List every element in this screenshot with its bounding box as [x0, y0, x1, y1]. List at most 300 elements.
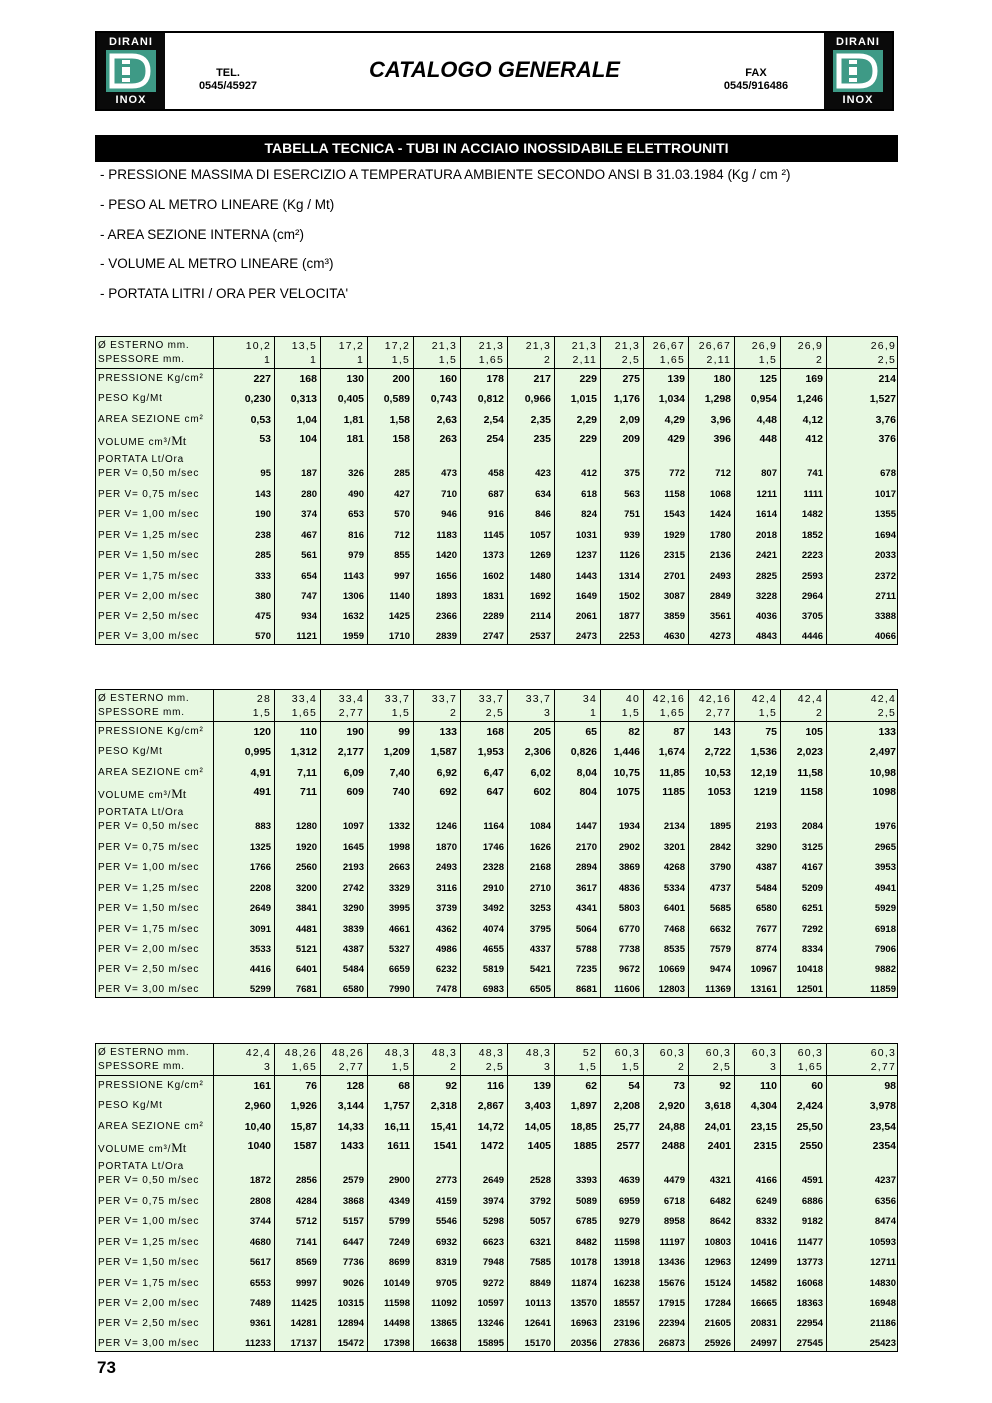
portata-row-cell: 741 — [807, 468, 823, 479]
portata-row-label: PER V= 2,50 m/sec — [98, 611, 200, 622]
volume-row-cell: 104 — [299, 433, 317, 445]
tube-spec-table-3 — [95, 1043, 898, 1352]
volume-row-cell: 2550 — [799, 1140, 823, 1152]
esterno-row-cell: 60,3 — [614, 1047, 640, 1059]
portata-row-cell: 855 — [394, 550, 410, 561]
area-row-cell: 6,02 — [530, 767, 551, 779]
portata-row-cell: 22394 — [658, 1318, 685, 1329]
portata-row-label: PER V= 1,00 m/sec — [98, 509, 200, 520]
spec-line: - PORTATA LITRI / ORA PER VELOCITA' — [100, 286, 349, 301]
esterno-row-cell: 28 — [256, 693, 271, 705]
pressione-row-cell: 205 — [533, 726, 551, 738]
portata-row-cell: 1017 — [874, 489, 896, 500]
peso-row-cell: 1,015 — [570, 393, 597, 405]
volume-row-cell: 209 — [622, 433, 640, 445]
volume-row-cell: 1433 — [340, 1140, 364, 1152]
portata-row-cell: 25926 — [704, 1338, 731, 1349]
portata-row-cell: 14830 — [869, 1278, 896, 1289]
volume-unit-label: Mt — [171, 1140, 187, 1155]
portata-row-cell: 5484 — [755, 883, 777, 894]
portata-row-cell: 7906 — [874, 944, 896, 955]
portata-row-cell: 473 — [441, 468, 457, 479]
portata-row-cell: 190 — [255, 509, 271, 520]
area-row-cell: 2,54 — [483, 414, 504, 426]
portata-row-cell: 9672 — [618, 964, 640, 975]
peso-row-cell: 1,897 — [570, 1100, 597, 1112]
portata-row-cell: 11477 — [797, 1237, 823, 1248]
peso-row-cell: 2,318 — [430, 1100, 457, 1112]
peso-row-cell: 0,995 — [244, 746, 271, 758]
portata-row-cell: 4284 — [295, 1196, 317, 1207]
esterno-row-cell: 40 — [625, 693, 640, 705]
portata-row-cell: 4273 — [709, 631, 731, 642]
portata-row-cell: 4661 — [388, 924, 410, 935]
portata-row-cell: 11425 — [291, 1298, 317, 1309]
peso-row-cell: 1,176 — [613, 393, 640, 405]
portata-row-cell: 374 — [301, 509, 317, 520]
esterno-row-cell: 17,2 — [384, 340, 410, 352]
portata-row-cell: 1766 — [249, 862, 271, 873]
portata-row-cell: 6321 — [529, 1237, 551, 1248]
portata-row-cell: 4481 — [295, 924, 317, 935]
esterno-row-cell: 42,16 — [652, 693, 685, 705]
portata-row-cell: 2711 — [875, 591, 896, 602]
portata-row-cell: 6232 — [435, 964, 457, 975]
portata-row-cell: 634 — [535, 489, 551, 500]
pressione-row-cell: 92 — [719, 1080, 731, 1092]
portata-row-cell: 6482 — [709, 1196, 731, 1207]
portata-row-cell: 6932 — [435, 1237, 457, 1248]
label-column-divider — [213, 1044, 214, 1351]
portata-row-cell: 5929 — [874, 903, 896, 914]
pressione-row-cell: 116 — [487, 1080, 504, 1092]
spessore-row-cell: 1,65 — [659, 354, 685, 366]
tube-spec-table-1 — [95, 336, 898, 645]
portata-row-cell: 13246 — [477, 1318, 504, 1329]
spessore-row-cell: 1,65 — [659, 707, 685, 719]
pressione-row-cell: 160 — [439, 373, 457, 385]
pressione-row-cell: 130 — [346, 373, 364, 385]
portata-row-cell: 6505 — [529, 984, 551, 995]
portata-row-cell: 2473 — [575, 631, 597, 642]
portata-row-cell: 1269 — [529, 550, 551, 561]
portata-row-cell: 1140 — [389, 591, 410, 602]
volume-row-cell: 740 — [392, 786, 410, 798]
fax-number: 0545/916486 — [723, 80, 789, 92]
area-row-cell: 14,05 — [524, 1121, 551, 1133]
peso-row-cell: 1,034 — [658, 393, 685, 405]
volume-row-cell: 1587 — [293, 1140, 317, 1152]
spessore-row-cell: 2,5 — [877, 707, 896, 719]
spessore-row-cell: 3 — [263, 1061, 271, 1073]
label-column-divider — [213, 690, 214, 997]
portata-row-cell: 11606 — [614, 984, 640, 995]
peso-row-cell: 0,826 — [570, 746, 597, 758]
volume-row-cell: 1185 — [662, 786, 685, 798]
portata-row-cell: 1325 — [249, 842, 271, 853]
portata-row-cell: 1893 — [435, 591, 457, 602]
portata-row-cell: 95 — [260, 468, 271, 479]
pipe-emblem-icon — [833, 50, 883, 92]
portata-row-cell: 2965 — [874, 842, 896, 853]
portata-row-cell: 1424 — [709, 509, 731, 520]
portata-row-cell: 12501 — [796, 984, 823, 995]
esterno-row-cell: 60,3 — [797, 1047, 823, 1059]
portata-row-cell: 2894 — [575, 862, 597, 873]
portata-row-cell: 6770 — [618, 924, 640, 935]
portata-row-cell: 2114 — [530, 611, 551, 622]
portata-row-cell: 3329 — [388, 883, 410, 894]
portata-row-cell: 6580 — [342, 984, 364, 995]
portata-row-label: PER V= 1,50 m/sec — [98, 903, 200, 914]
portata-row-label: PER V= 1,75 m/sec — [98, 924, 200, 935]
portata-row-cell: 16068 — [796, 1278, 823, 1289]
pressione-row-cell: 73 — [673, 1080, 685, 1092]
portata-row-cell: 561 — [301, 550, 317, 561]
portata-row-cell: 11859 — [870, 984, 896, 995]
portata-row-cell: 3561 — [709, 611, 731, 622]
area-row-cell: 4,91 — [250, 767, 271, 779]
portata-row-cell: 3617 — [575, 883, 597, 894]
peso-row-label: PESO Kg/Mt — [98, 1100, 163, 1111]
peso-row-label: PESO Kg/Mt — [98, 393, 163, 404]
peso-row-cell: 1,246 — [796, 393, 823, 405]
logo-top-text: DIRANI — [109, 36, 153, 48]
catalog-header — [95, 31, 894, 111]
portata-row-cell: 6918 — [874, 924, 896, 935]
pressione-row-cell: 54 — [628, 1080, 640, 1092]
portata-row-cell: 3868 — [342, 1196, 364, 1207]
portata-row-cell: 13918 — [613, 1257, 640, 1268]
volume-row-cell: 1405 — [527, 1140, 551, 1152]
portata-row-cell: 11197 — [659, 1237, 685, 1248]
peso-row-cell: 0,313 — [290, 393, 317, 405]
volume-row-cell: 429 — [667, 433, 685, 445]
portata-row-cell: 6718 — [663, 1196, 685, 1207]
portata-row-cell: 13773 — [796, 1257, 823, 1268]
peso-row-cell: 1,527 — [869, 393, 896, 405]
portata-row-cell: 143 — [255, 489, 271, 500]
portata-row-cell: 3739 — [435, 903, 457, 914]
pressione-row-cell: 143 — [713, 726, 731, 738]
area-row-cell: 24,88 — [658, 1121, 685, 1133]
pressione-row-cell: 139 — [533, 1080, 551, 1092]
portata-row-label: PER V= 3,00 m/sec — [98, 1338, 200, 1349]
peso-row-cell: 1,674 — [658, 746, 685, 758]
peso-row-cell: 0,589 — [383, 393, 410, 405]
spessore-row-cell: 2,11 — [572, 354, 597, 366]
portata-row-cell: 15472 — [337, 1338, 364, 1349]
area-row-label: AREA SEZIONE cm² — [98, 414, 204, 425]
volume-row-cell: 1885 — [573, 1140, 597, 1152]
esterno-row-cell: 48,26 — [284, 1047, 317, 1059]
portata-row-cell: 11369 — [705, 984, 731, 995]
portata-row-cell: 6251 — [801, 903, 823, 914]
esterno-row-cell: 26,9 — [870, 340, 896, 352]
area-row-cell: 11,85 — [659, 767, 685, 779]
portata-row-cell: 939 — [624, 530, 640, 541]
esterno-row-cell: 60,3 — [659, 1047, 685, 1059]
portata-row-cell: 285 — [394, 468, 410, 479]
esterno-row-cell: 33,7 — [431, 693, 457, 705]
portata-row-cell: 15676 — [658, 1278, 685, 1289]
area-row-cell: 7,40 — [389, 767, 410, 779]
esterno-row-cell: 48,3 — [478, 1047, 504, 1059]
portata-row-cell: 14281 — [290, 1318, 317, 1329]
portata-row-cell: 5546 — [435, 1216, 457, 1227]
volume-unit-label: Mt — [171, 433, 187, 448]
portata-row-cell: 1872 — [249, 1175, 271, 1186]
portata-row-cell: 1420 — [435, 550, 457, 561]
portata-row-cell: 1920 — [295, 842, 317, 853]
portata-row-cell: 2168 — [529, 862, 551, 873]
area-row-cell: 0,53 — [250, 414, 271, 426]
portata-row-cell: 2061 — [575, 611, 597, 622]
portata-row-cell: 3116 — [436, 883, 457, 894]
peso-row-cell: 0,954 — [750, 393, 777, 405]
portata-row-cell: 7681 — [295, 984, 317, 995]
portata-row-cell: 5799 — [388, 1216, 410, 1227]
portata-row-cell: 7677 — [755, 924, 777, 935]
area-row-cell: 23,15 — [750, 1121, 777, 1133]
area-row-cell: 4,29 — [664, 414, 685, 426]
portata-row-cell: 1632 — [342, 611, 364, 622]
portata-row-cell: 678 — [880, 468, 896, 479]
portata-row-cell: 15124 — [704, 1278, 731, 1289]
portata-row-cell: 5803 — [618, 903, 640, 914]
peso-row-cell: 2,960 — [244, 1100, 271, 1112]
portata-row-cell: 4387 — [755, 862, 777, 873]
portata-row-cell: 12499 — [750, 1257, 777, 1268]
portata-row-cell: 10593 — [869, 1237, 896, 1248]
label-column-divider — [213, 337, 214, 644]
portata-row-cell: 20356 — [570, 1338, 597, 1349]
portata-row-cell: 2208 — [249, 883, 271, 894]
pressione-row-cell: 139 — [667, 373, 685, 385]
area-row-label: AREA SEZIONE cm² — [98, 1121, 204, 1132]
esterno-row-label: Ø ESTERNO mm. — [98, 693, 190, 704]
esterno-row-cell: 21,3 — [478, 340, 504, 352]
portata-row-cell: 8569 — [295, 1257, 317, 1268]
portata-row-cell: 18363 — [796, 1298, 823, 1309]
portata-row-cell: 7468 — [663, 924, 685, 935]
portata-row-label: PER V= 1,50 m/sec — [98, 550, 200, 561]
spessore-row-cell: 1,5 — [252, 707, 271, 719]
esterno-row-cell: 42,4 — [245, 1047, 271, 1059]
portata-row-cell: 1694 — [874, 530, 896, 541]
volume-row-cell: 647 — [486, 786, 504, 798]
portata-row-cell: 2493 — [709, 571, 731, 582]
portata-row-cell: 7738 — [618, 944, 640, 955]
portata-row-cell: 10149 — [383, 1278, 410, 1289]
portata-row-cell: 1447 — [575, 821, 597, 832]
portata-row-cell: 712 — [715, 468, 731, 479]
portata-row-cell: 17398 — [383, 1338, 410, 1349]
peso-row-cell: 2,306 — [524, 746, 551, 758]
portata-row-cell: 3290 — [342, 903, 364, 914]
portata-row-cell: 4655 — [482, 944, 504, 955]
volume-row-cell: 2577 — [616, 1140, 640, 1152]
portata-row-cell: 9279 — [618, 1216, 640, 1227]
portata-row-cell: 285 — [255, 550, 271, 561]
portata-row-cell: 4843 — [755, 631, 777, 642]
portata-row-cell: 2593 — [801, 571, 823, 582]
portata-row-cell: 11092 — [431, 1298, 457, 1309]
portata-row-cell: 883 — [255, 821, 271, 832]
area-row-cell: 1,58 — [389, 414, 410, 426]
portata-row-cell: 712 — [394, 530, 410, 541]
portata-row-cell: 11874 — [571, 1278, 597, 1289]
portata-row-cell: 2193 — [755, 821, 777, 832]
portata-row-cell: 1246 — [435, 821, 457, 832]
portata-row-cell: 4737 — [709, 883, 731, 894]
portata-row-label: PER V= 1,25 m/sec — [98, 530, 200, 541]
spessore-row-cell: 2 — [815, 354, 823, 366]
esterno-row-label: Ø ESTERNO mm. — [98, 1047, 190, 1058]
portata-row-cell: 3869 — [618, 862, 640, 873]
portata-row-cell: 4237 — [874, 1175, 896, 1186]
portata-row-cell: 8681 — [575, 984, 597, 995]
portata-row-cell: 4986 — [435, 944, 457, 955]
spessore-row-cell: 2 — [543, 354, 551, 366]
peso-row-cell: 2,023 — [796, 746, 823, 758]
portata-row-cell: 6401 — [295, 964, 317, 975]
portata-row-cell: 4349 — [388, 1196, 410, 1207]
portata-row-cell: 4066 — [874, 631, 896, 642]
portata-row-cell: 1237 — [575, 550, 597, 561]
portata-row-cell: 423 — [535, 468, 551, 479]
portata-row-cell: 5157 — [342, 1216, 364, 1227]
esterno-row-cell: 21,3 — [571, 340, 597, 352]
tel-label: TEL. — [216, 67, 240, 79]
pressione-row-cell: 229 — [579, 373, 597, 385]
area-row-cell: 1,81 — [343, 414, 364, 426]
portata-row-cell: 2902 — [618, 842, 640, 853]
esterno-row-cell: 60,3 — [705, 1047, 731, 1059]
pressione-row-cell: 133 — [878, 726, 896, 738]
portata-row-cell: 2560 — [295, 862, 317, 873]
volume-row-cell: 2354 — [872, 1140, 896, 1152]
spessore-row-cell: 2,5 — [621, 354, 640, 366]
portata-row-cell: 1355 — [874, 509, 896, 520]
volume-row-cell: 158 — [392, 433, 410, 445]
pressione-row-cell: 98 — [884, 1080, 896, 1092]
portata-row-cell: 570 — [394, 509, 410, 520]
volume-row-cell: 609 — [346, 786, 364, 798]
portata-row-cell: 10597 — [477, 1298, 504, 1309]
pressione-row-cell: 200 — [392, 373, 410, 385]
portata-row-cell: 238 — [255, 530, 271, 541]
portata-row-cell: 1425 — [388, 611, 410, 622]
portata-row-cell: 9882 — [874, 964, 896, 975]
portata-row-cell: 2134 — [663, 821, 685, 832]
portata-row-cell: 934 — [301, 611, 317, 622]
portata-row-cell: 1780 — [709, 530, 731, 541]
portata-row-cell: 12894 — [337, 1318, 364, 1329]
portata-row-cell: 27836 — [613, 1338, 640, 1349]
portata-row-cell: 2825 — [755, 571, 777, 582]
spessore-row-cell: 1,5 — [391, 1061, 410, 1073]
esterno-row-cell: 33,4 — [291, 693, 317, 705]
pressione-row-cell: 110 — [760, 1080, 777, 1092]
spessore-row-cell: 2 — [677, 1061, 685, 1073]
pressione-row-cell: 62 — [585, 1080, 597, 1092]
area-row-cell: 15,41 — [430, 1121, 457, 1133]
portata-row-cell: 1111 — [803, 489, 823, 500]
portata-row-cell: 6401 — [663, 903, 685, 914]
portata-row-cell: 7579 — [709, 944, 731, 955]
spessore-row-cell: 2,5 — [712, 1061, 731, 1073]
portata-row-cell: 4591 — [801, 1175, 823, 1186]
portata-row-cell: 7948 — [482, 1257, 504, 1268]
area-row-cell: 8,04 — [576, 767, 597, 779]
portata-row-cell: 6580 — [755, 903, 777, 914]
area-row-cell: 2,63 — [436, 414, 457, 426]
portata-row-cell: 2528 — [529, 1175, 551, 1186]
pressione-row-cell: 169 — [805, 373, 823, 385]
portata-row-cell: 475 — [255, 611, 271, 622]
portata-row-cell: 8774 — [755, 944, 777, 955]
portata-row-cell: 5819 — [482, 964, 504, 975]
portata-row-cell: 2372 — [874, 571, 896, 582]
area-row-cell: 6,09 — [343, 767, 364, 779]
portata-row-cell: 21186 — [870, 1318, 896, 1329]
portata-row-cell: 2649 — [249, 903, 271, 914]
spessore-row-label: SPESSORE mm. — [98, 707, 185, 718]
portata-row-cell: 3790 — [709, 862, 731, 873]
spessore-row-cell: 2,5 — [877, 354, 896, 366]
portata-row-cell: 1057 — [529, 530, 551, 541]
volume-row-cell: 1472 — [480, 1140, 504, 1152]
area-row-cell: 10,53 — [704, 767, 731, 779]
portata-row-cell: 1929 — [663, 530, 685, 541]
esterno-row-cell: 17,2 — [338, 340, 364, 352]
portata-row-cell: 9182 — [801, 1216, 823, 1227]
portata-row-cell: 26873 — [658, 1338, 685, 1349]
esterno-row-cell: 42,4 — [751, 693, 777, 705]
portata-row-cell: 326 — [348, 468, 364, 479]
volume-row-cell: 412 — [805, 433, 823, 445]
esterno-row-cell: 48,3 — [431, 1047, 457, 1059]
portata-row-cell: 4416 — [249, 964, 271, 975]
spessore-row-cell: 1,5 — [391, 354, 410, 366]
portata-row-cell: 10178 — [570, 1257, 597, 1268]
spec-line: - PESO AL METRO LINEARE (Kg / Mt) — [100, 197, 335, 212]
portata-row-cell: 2747 — [482, 631, 504, 642]
portata-row-cell: 467 — [301, 530, 317, 541]
portata-row-cell: 1614 — [755, 509, 777, 520]
area-row-cell: 23,54 — [869, 1121, 896, 1133]
portata-row-cell: 1121 — [296, 631, 317, 642]
portata-row-cell: 3388 — [874, 611, 896, 622]
portata-row-label: PER V= 1,00 m/sec — [98, 1216, 200, 1227]
peso-row-cell: 2,424 — [796, 1100, 823, 1112]
portata-row-cell: 2900 — [388, 1175, 410, 1186]
area-row-cell: 3,76 — [875, 414, 896, 426]
volume-row-cell: 1611 — [387, 1140, 410, 1152]
portata-row-cell: 3290 — [755, 842, 777, 853]
portata-row-cell: 3201 — [663, 842, 685, 853]
volume-row-cell: 692 — [439, 786, 457, 798]
portata-row-cell: 1068 — [709, 489, 731, 500]
esterno-row-cell: 10,2 — [245, 340, 271, 352]
spessore-row-cell: 2 — [449, 707, 457, 719]
portata-row-cell: 2289 — [482, 611, 504, 622]
esterno-row-cell: 26,9 — [751, 340, 777, 352]
volume-row-cell: 491 — [253, 786, 271, 798]
portata-row-cell: 380 — [255, 591, 271, 602]
portata-row-cell: 6553 — [249, 1278, 271, 1289]
